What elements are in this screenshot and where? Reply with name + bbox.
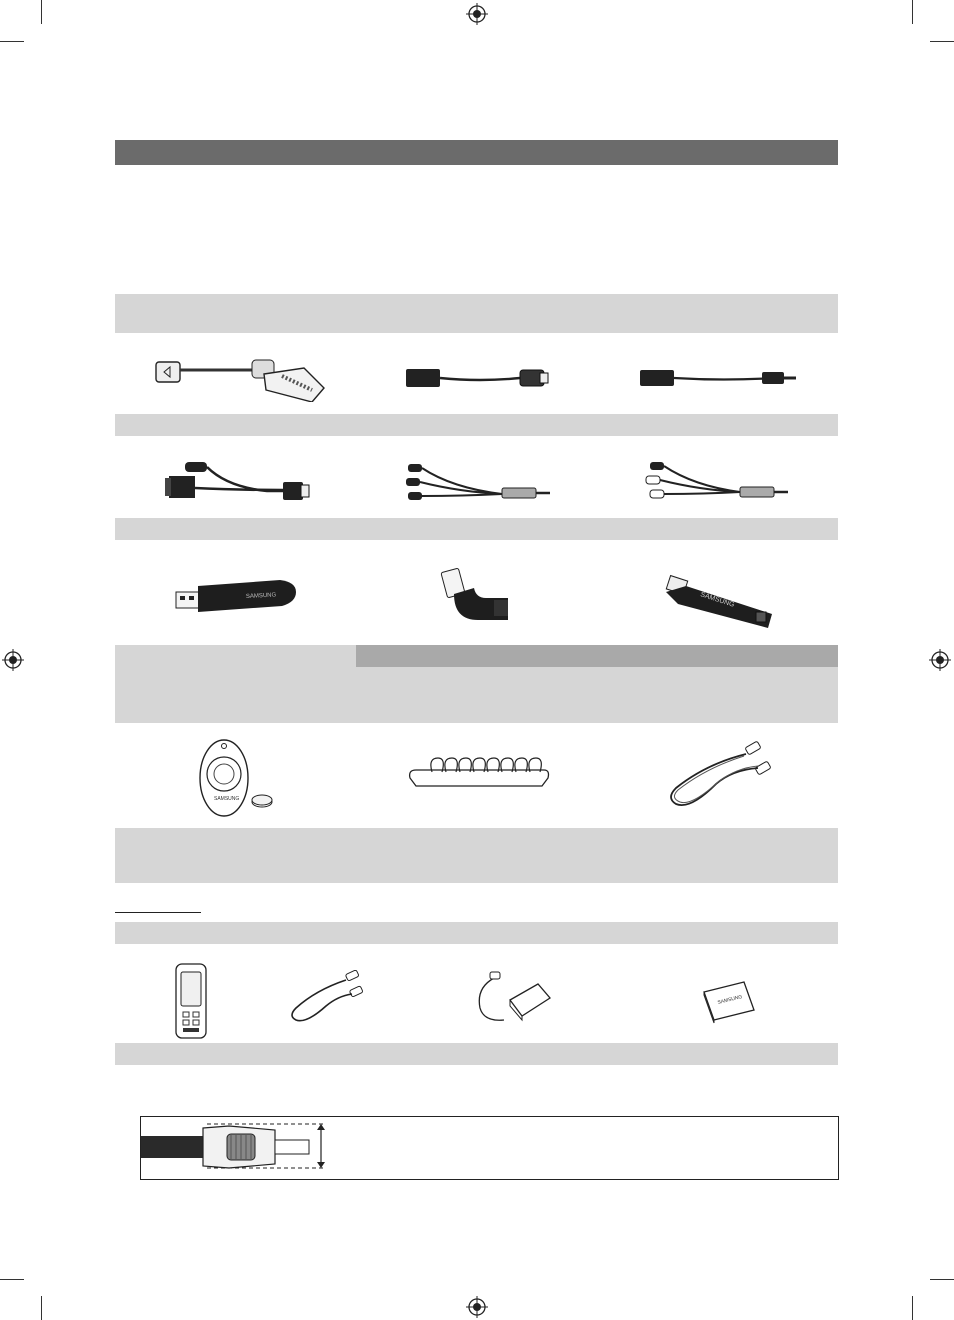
usb-angle-adapter-icon bbox=[440, 566, 512, 624]
svg-text:SAMSUNG: SAMSUNG bbox=[214, 796, 240, 802]
component-av-cable-icon bbox=[165, 458, 315, 508]
remote-control-icon bbox=[196, 738, 280, 820]
info-band bbox=[115, 828, 838, 883]
svg-text:SAMSUNG: SAMSUNG bbox=[699, 591, 736, 609]
row-band bbox=[115, 518, 838, 540]
registration-mark-icon bbox=[466, 3, 488, 25]
crop-mark bbox=[912, 1296, 913, 1320]
crop-mark bbox=[912, 0, 913, 24]
cable-holder-icon bbox=[406, 752, 550, 798]
usb-dongle-icon bbox=[174, 574, 300, 616]
row-band bbox=[115, 922, 838, 944]
hdmi-connector-illustration bbox=[141, 1122, 337, 1172]
scart-adapter-icon bbox=[152, 352, 332, 402]
power-adapter-icon bbox=[474, 970, 554, 1026]
svg-text:SAMSUNG: SAMSUNG bbox=[717, 994, 744, 1006]
camera-module-icon bbox=[660, 574, 780, 630]
touch-remote-icon bbox=[172, 962, 212, 1040]
registration-mark-icon bbox=[2, 649, 24, 671]
crop-mark bbox=[41, 0, 42, 24]
audio-adapter-icon bbox=[638, 364, 798, 394]
crop-mark bbox=[0, 41, 24, 42]
battery-icon bbox=[698, 978, 758, 1024]
section-title-bar bbox=[115, 140, 838, 165]
crop-mark bbox=[41, 1296, 42, 1320]
registration-mark-icon bbox=[929, 649, 951, 671]
component-rca-cable-icon bbox=[640, 458, 790, 506]
sub-header-band bbox=[356, 645, 838, 667]
separator-underline bbox=[115, 912, 201, 913]
svg-text:SAMSUNG: SAMSUNG bbox=[245, 592, 277, 600]
registration-mark-icon bbox=[466, 1296, 488, 1318]
crop-mark bbox=[930, 1279, 954, 1280]
usb-cable-icon bbox=[664, 740, 774, 810]
row-band bbox=[115, 414, 838, 436]
crop-mark bbox=[0, 1279, 24, 1280]
av-adapter-icon bbox=[404, 364, 554, 394]
row-band bbox=[115, 1043, 838, 1065]
info-band bbox=[115, 294, 838, 333]
usb-cable-icon bbox=[288, 970, 372, 1026]
crop-mark bbox=[930, 41, 954, 42]
av-rca-cable-icon bbox=[404, 460, 554, 506]
